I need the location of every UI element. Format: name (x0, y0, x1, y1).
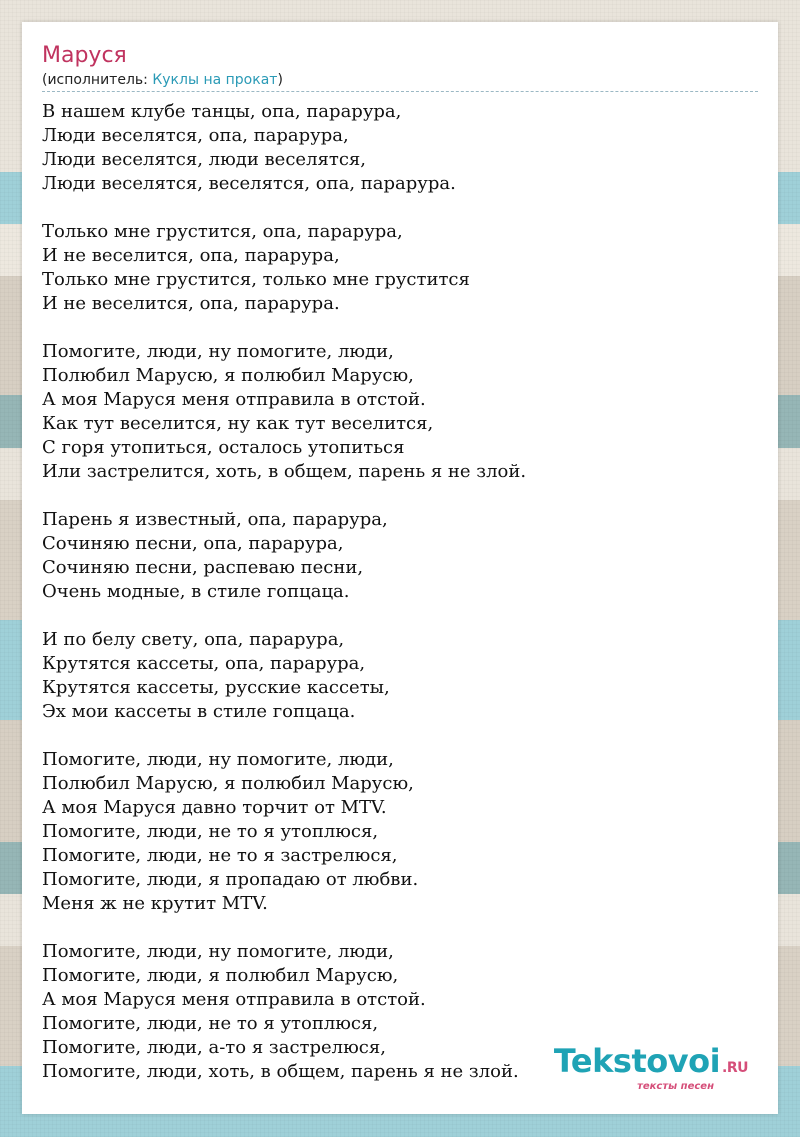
stanza-break (42, 484, 758, 508)
lyric-line: Помогите, люди, не то я утоплюся, (42, 821, 379, 842)
lyric-line: Помогите, люди, я пропадаю от любви. (42, 869, 419, 890)
lyric-line: Помогите, люди, хоть, в общем, парень я не злой. (42, 1061, 519, 1082)
lyric-line: Помогите, люди, ну помогите, люди, (42, 941, 394, 962)
artist-prefix: (исполнитель: (42, 72, 153, 88)
lyric-line: Помогите, люди, не то я застрелюся, (42, 845, 398, 866)
lyrics-sheet (22, 22, 778, 1114)
lyric-line: И не веселится, опа, парарура. (42, 293, 340, 314)
lyric-line: Как тут веселится, ну как тут веселится, (42, 413, 434, 434)
site-logo[interactable] (554, 1044, 748, 1092)
stanza-break (42, 604, 758, 628)
lyrics-body (42, 100, 758, 1084)
stanza-break (42, 196, 758, 220)
lyric-line: И по белу свету, опа, парарура, (42, 629, 345, 650)
lyric-line: Только мне грустится, только мне грустится (42, 269, 470, 290)
artist-line (42, 71, 758, 92)
lyric-line: Помогите, люди, а-то я застрелюся, (42, 1037, 386, 1058)
lyric-line: И не веселится, опа, парарура, (42, 245, 340, 266)
logo-tld: .RU (722, 1060, 748, 1076)
lyric-line: Помогите, люди, ну помогите, люди, (42, 749, 394, 770)
lyric-line: Очень модные, в стиле гопцаца. (42, 581, 350, 602)
lyric-line: Сочиняю песни, опа, парарура, (42, 533, 344, 554)
lyric-line: Крутятся кассеты, русские кассеты, (42, 677, 390, 698)
lyric-line: Эх мои кассеты в стиле гопцаца. (42, 701, 356, 722)
lyric-line: Или застрелится, хоть, в общем, парень я не злой. (42, 461, 527, 482)
lyric-line: Парень я известный, опа, парарура, (42, 509, 388, 530)
logo-name: Tekstovoi (553, 1042, 721, 1080)
lyric-line: А моя Маруся давно торчит от MTV. (42, 797, 387, 818)
artist-link[interactable]: Куклы на прокат (152, 72, 278, 88)
lyric-line: Меня ж не крутит MTV. (42, 893, 268, 914)
lyric-line: Крутятся кассеты, опа, парарура, (42, 653, 366, 674)
lyric-line: А моя Маруся меня отправила в отстой. (42, 989, 426, 1010)
lyric-line: Помогите, люди, ну помогите, люди, (42, 341, 394, 362)
lyric-line: С горя утопиться, осталось утопиться (42, 437, 405, 458)
stanza-break (42, 316, 758, 340)
song-title: Маруся (42, 43, 127, 68)
lyric-line: Только мне грустится, опа, парарура, (42, 221, 403, 242)
lyric-line: Полюбил Марусю, я полюбил Марусю, (42, 773, 414, 794)
logo-tagline: тексты песен (637, 1081, 714, 1092)
stanza-break (42, 724, 758, 748)
lyric-line: Люди веселятся, люди веселятся, (42, 149, 366, 170)
lyric-line: Полюбил Марусю, я полюбил Марусю, (42, 365, 414, 386)
artist-suffix: ) (277, 72, 283, 88)
logo-wordmark (554, 1044, 748, 1085)
lyric-line: Помогите, люди, я полюбил Марусю, (42, 965, 399, 986)
lyric-line: А моя Маруся меня отправила в отстой. (42, 389, 426, 410)
lyric-line: Помогите, люди, не то я утоплюся, (42, 1013, 379, 1034)
lyric-line: В нашем клубе танцы, опа, парарура, (42, 101, 402, 122)
lyric-line: Сочиняю песни, распеваю песни, (42, 557, 364, 578)
stanza-break (42, 916, 758, 940)
lyric-line: Люди веселятся, опа, парарура, (42, 125, 349, 146)
lyric-line: Люди веселятся, веселятся, опа, парарура. (42, 173, 456, 194)
